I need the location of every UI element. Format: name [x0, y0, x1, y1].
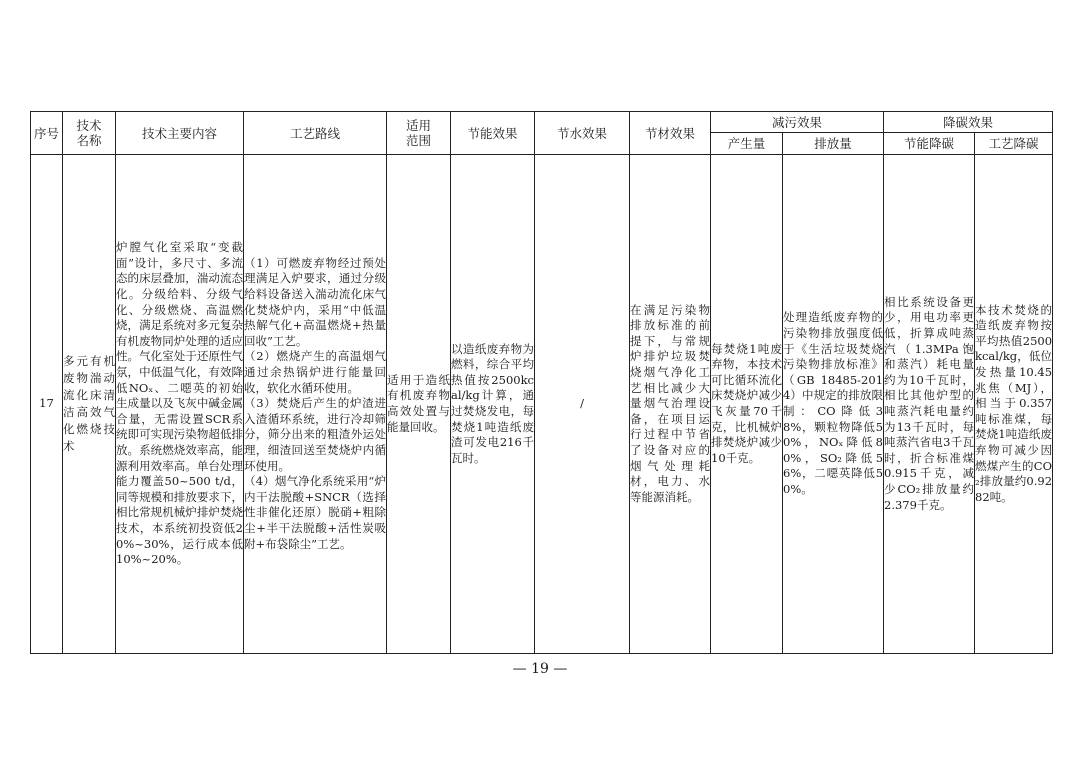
header-process-carbon: 工艺降碳: [975, 133, 1053, 155]
cell-water-effect: /: [535, 155, 630, 654]
cell-energy-carbon: 相比系统设备更少，用电功率更低，折算成吨蒸汽（1.3MPa饱和蒸汽）耗电量约为10千瓦时，相比其他炉型的吨蒸汽耗电量约为13千瓦时，每吨蒸汽省电3千瓦时，折合标准煤0.915千克，减少CO₂排放量约2.379千克。: [884, 155, 975, 654]
technology-table: [30, 111, 1053, 654]
header-main-content: 技术主要内容: [116, 112, 244, 155]
process-step-3: （3）焚烧后产生的炉渣进入渣循环系统，进行冷却筛分，筛分出来的粗渣外运处理，细渣回送至焚烧炉内循环使用。: [244, 396, 386, 473]
cell-material-effect: 在满足污染物排放标准的前提下，与常规炉排炉垃圾焚烧烟气净化工艺相比减少大量烟气治理设备，在项目运行过程中节省了设备对应的烟气处理耗材，电力、水等能源消耗。: [630, 155, 711, 654]
header-energy-effect: 节能效果: [451, 112, 535, 155]
cell-energy-effect: 以造纸废弃物为燃料，综合平均热值按2500kcal/kg计算，通过焚烧发电，每焚烧1吨造纸废渣可发电216千瓦时。: [451, 155, 535, 654]
cell-process-route: [244, 155, 387, 654]
cell-main-content: 炉膛气化室采取“变截面”设计，多尺寸、多流态的床层叠加，湍动流态化。分级给料、分级气化、分级燃烧、高温燃烧，满足系统对多元复杂有机废物同炉处理的适应性。气化室处于还原性气氛，中低温气化，有效降低NOₓ、二噁英的初始生成量以及飞灰中碱金属合量，无需设置SCR系统即可实现污染物超低排放。系统燃烧效率高，能源利用效率高。单台处理能力覆盖50~500 t/d，同等规模和排放要求下，相比常规机械炉排炉焚烧技术，本系统初投资低20%~30%，运行成本低10%~20%。: [116, 155, 244, 654]
header-emission: 排放量: [783, 133, 884, 155]
page-number: — 19 —: [512, 661, 568, 677]
header-scope: [387, 112, 451, 155]
header-scope-text: 适用: [405, 118, 431, 133]
header-tech-name: [63, 112, 116, 155]
header-index: 序号: [31, 112, 63, 155]
header-production: 产生量: [711, 133, 783, 155]
process-step-1: （1）可燃废弃物经过预处理满足入炉要求，通过分级给料设备送入湍动流化床气化焚烧炉内，采用“中低温热解气化+高温燃烧+热量回收”工艺。: [244, 255, 386, 348]
header-energy-carbon: 节能降碳: [884, 133, 975, 155]
cell-emission: 处理造纸废弃物的污染物排放强度低于《生活垃圾焚烧污染物排放标准》（GB 18485-2014）中规定的排放限制：CO降低38%，颗粒物降低50%，NOₓ降低80%，SO₂降低56%，二噁英降低50%。: [783, 155, 884, 654]
header-water-effect: 节水效果: [535, 112, 630, 155]
cell-production: 每焚烧1吨废弃物，本技术可比循环流化床焚烧炉减少飞灰量70千克，比机械炉排焚烧炉减少10千克。: [711, 155, 783, 654]
header-scope-text2: 范围: [405, 133, 431, 148]
process-step-4: （4）烟气净化系统采用“炉内干法脱酸+SNCR（选择性非催化还原）脱硝+粗除尘+半干法脱酸+活性炭吸附+布袋除尘”工艺。: [244, 474, 386, 551]
header-pollution-reduction: 减污效果: [711, 112, 884, 133]
cell-index: 17: [31, 155, 63, 654]
header-tech-name-text2: 名称: [76, 133, 102, 148]
header-tech-name-text: 技术: [76, 118, 102, 133]
cell-tech-name: 多元有机废物湍动流化床清洁高效气化燃烧技术: [63, 155, 116, 654]
cell-scope: 适用于造纸有机废弃物高效处置与能量回收。: [387, 155, 451, 654]
header-carbon-reduction: 降碳效果: [884, 112, 1053, 133]
header-process-route: 工艺路线: [244, 112, 387, 155]
cell-process-carbon: 本技术焚烧的造纸废弃物按平均热值2500kcal/kg，低位发热量10.45兆焦（MJ），相当于0.357吨标准煤，每焚烧1吨造纸废弃物可减少因燃煤产生的CO₂排放量约0.9282吨。: [975, 155, 1053, 654]
process-step-2: （2）燃烧产生的高温烟气通过余热锅炉进行能量回收，软化水循环使用。: [244, 349, 386, 395]
header-material-effect: 节材效果: [630, 112, 711, 155]
